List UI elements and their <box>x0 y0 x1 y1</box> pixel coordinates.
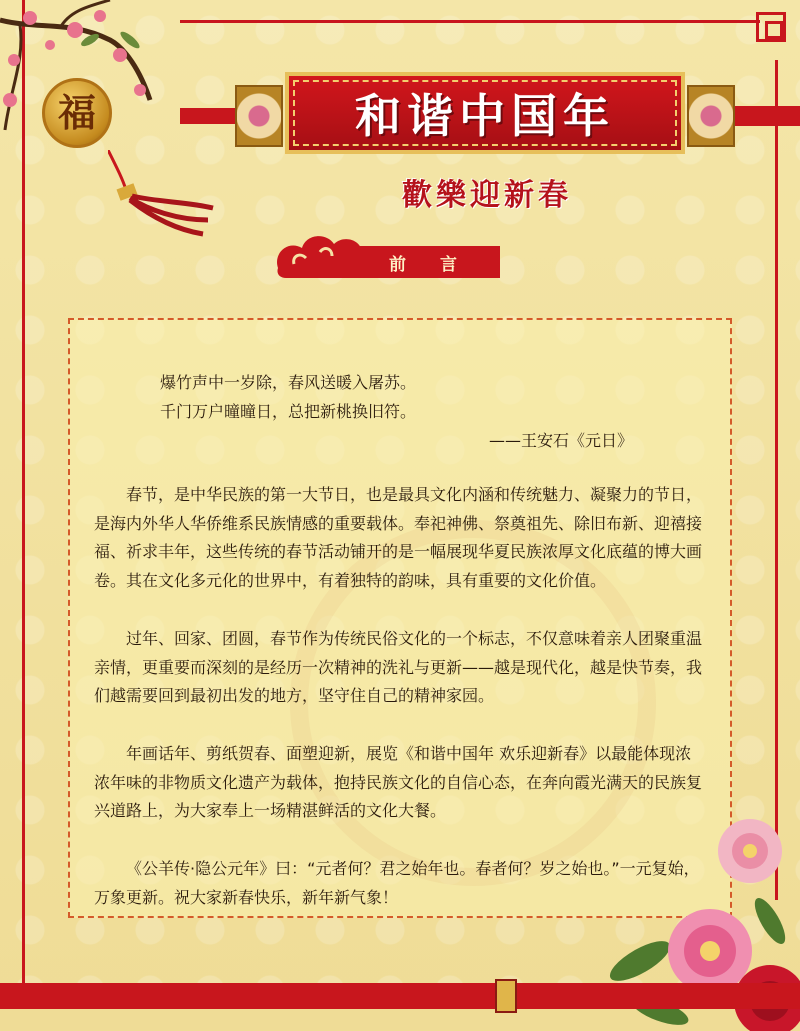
title-banner <box>285 72 685 154</box>
scroll-end-left-icon <box>235 85 283 147</box>
top-border-line <box>180 20 760 23</box>
paragraph-3: 年画话年、剪纸贺春、面塑迎新，展览《和谐中国年 欢乐迎新春》以最能体现浓浓年味的非物质文化遗产为载体，抱持民族文化的自信心态，在奔向霞光满天的民族复兴道路上，为大家奉上一场精湛鲜活的文化大餐。 <box>94 744 703 821</box>
poem-attribution: ——王安石《元日》 <box>489 431 634 450</box>
poem-line-2: 千门万户曈曈日，总把新桃换旧符。 <box>160 402 417 421</box>
page-title: 和谐中国年 <box>355 89 615 143</box>
scroll-end-right-icon <box>687 85 735 147</box>
right-border-line <box>775 60 778 900</box>
fu-character: 福 <box>57 90 96 135</box>
preface-header <box>360 246 500 278</box>
fu-medallion-icon <box>42 78 112 148</box>
page-subtitle: 歡樂迎新春 <box>402 178 572 213</box>
preface-label: 前 言 <box>389 254 471 275</box>
scroll-rod-right <box>733 106 800 126</box>
bottom-ornament-icon <box>495 979 517 1013</box>
corner-knot-ornament <box>756 12 786 42</box>
red-tassel-icon <box>108 150 218 240</box>
poem-line-1: 爆竹声中一岁除，春风送暖入屠苏。 <box>160 373 417 392</box>
left-border-line <box>22 0 25 1000</box>
paragraph-1: 春节，是中华民族的第一大节日，也是最具文化内涵和传统魅力、凝聚力的节日，是海内外华人华侨维系民族情感的重要载体。奉祀神佛、祭奠祖先、除旧布新、迎禧接福、祈求丰年，这些传统的春节活动铺开的是一幅展现华夏民族浓厚文化底蕴的博大画卷。其在文化多元化的世界中，有着独特的韵味，具有重要的文化价值。 <box>94 485 703 590</box>
paragraph-2: 过年、回家、团圆，春节作为传统民俗文化的一个标志，不仅意味着亲人团聚重温亲情，更重要而深刻的是经历一次精神的洗礼与更新——越是现代化，越是快节奏，我们越需要回到最初出发的地方，坚守住自己的精神家园。 <box>94 629 703 706</box>
bottom-border-bar <box>0 983 800 1009</box>
scroll-rod-left <box>180 108 238 124</box>
paragraph-4: 《公羊传·隐公元年》曰：“元者何？君之始年也。春者何？岁之始也。”一元复始，万象更新。祝大家新春快乐，新年新气象！ <box>94 859 700 907</box>
